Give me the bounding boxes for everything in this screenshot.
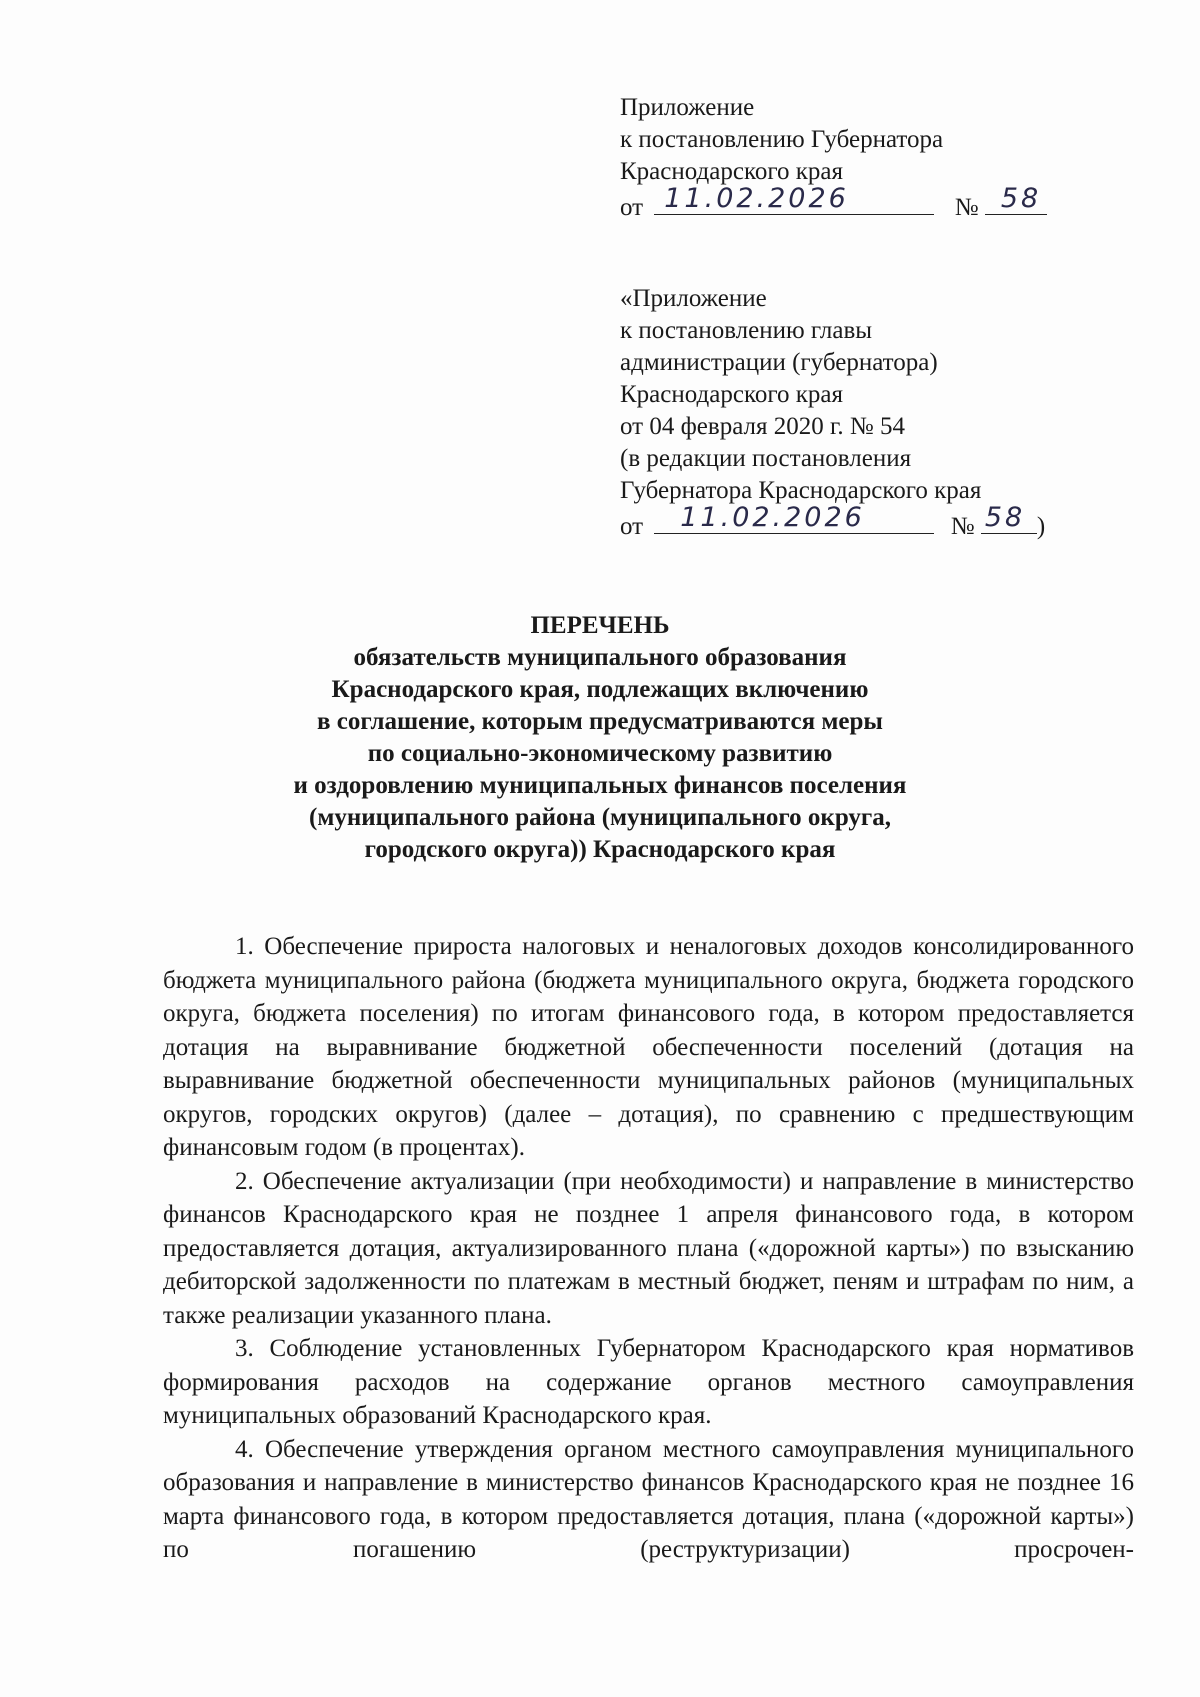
- handwritten-number: 58: [984, 502, 1026, 533]
- prev-appendix-date-line: [620, 502, 1120, 540]
- number-field: [985, 183, 1047, 215]
- title-line: обязательств муниципального образования: [353, 644, 847, 671]
- title-heading: ПЕРЕЧЕНЬ: [530, 612, 670, 639]
- handwritten-number: 58: [1000, 183, 1042, 214]
- document-title: [0, 610, 1200, 866]
- prev-appendix-reference: к постановлению главы: [620, 317, 873, 344]
- prev-appendix-governor: Губернатора Краснодарского края: [620, 477, 982, 504]
- handwritten-date: 11.02.2026: [664, 183, 849, 214]
- previous-appendix-header: [620, 283, 1120, 539]
- date-prefix: от: [620, 513, 644, 540]
- number-prefix: №: [950, 513, 975, 540]
- appendix-region: Краснодарского края: [620, 158, 843, 185]
- title-line: в соглашение, которым предусматриваются меры: [317, 708, 883, 735]
- date-field: [654, 183, 934, 215]
- title-line: городского округа)) Краснодарского края: [364, 836, 836, 863]
- handwritten-date: 11.02.2026: [680, 502, 865, 533]
- appendix-date-line: [620, 183, 1120, 221]
- obligations-list: [163, 930, 1134, 1567]
- prev-appendix-title: «Приложение: [620, 285, 767, 312]
- appendix-header: [620, 92, 1120, 220]
- title-line: (муниципального района (муниципального округа,: [309, 804, 891, 831]
- number-field: [981, 502, 1037, 534]
- title-line: и оздоровлению муниципальных финансов поселения: [293, 772, 907, 799]
- appendix-reference: к постановлению Губернатора: [620, 126, 944, 153]
- closing-parenthesis: ): [1036, 513, 1046, 540]
- date-field: [654, 502, 934, 534]
- prev-appendix-region: Краснодарского края: [620, 381, 843, 408]
- prev-appendix-edition: (в редакции постановления: [620, 445, 912, 472]
- prev-appendix-authority: администрации (губернатора): [620, 349, 938, 376]
- date-prefix: от: [620, 194, 644, 221]
- number-prefix: №: [954, 194, 979, 221]
- title-line: Краснодарского края, подлежащих включению: [331, 676, 869, 703]
- appendix-title: Приложение: [620, 94, 755, 121]
- obligation-item-3: 3. Соблюдение установленных Губернатором Краснодарского края нормативов формирования расходов на содержание органов местного самоуправления муниципальных образований Краснодарского края.: [163, 1335, 1134, 1429]
- title-line: по социально-экономическому развитию: [367, 740, 833, 767]
- obligation-item-2: 2. Обеспечение актуализации (при необходимости) и направление в министерство финансов Краснодарского края не позднее 1 апреля финансового года, в котором предоставляется дотация, актуализированного плана («дорожной карты») по взысканию дебиторской задолженности по платежам в местный бюджет, пеням и штрафам по ним, а также реализации указанного плана.: [163, 1167, 1134, 1329]
- prev-appendix-original-date: от 04 февраля 2020 г. № 54: [620, 413, 906, 440]
- obligation-item-4: 4. Обеспечение утверждения органом местного самоуправления муниципального образования и направление в министерство финансов Краснодарского края не позднее 16 марта финансового года, в котором предоставляется дотация, плана («дорожной карты») по погашению (реструктуризации) просрочен-: [163, 1435, 1134, 1563]
- obligation-item-1: 1. Обеспечение прироста налоговых и неналоговых доходов консолидированного бюджета муниципального района (бюджета муниципального округа, бюджета городского округа, бюджета поселения) по итогам финансового года, в котором предоставляется дотация на выравнивание бюджетной обеспеченности поселений (дотация на выравнивание бюджетной обеспеченности муниципальных районов (муниципальных округов, городских округов) (далее – дотация), по сравнению с предшествующим финансовым годом (в процентах).: [163, 933, 1134, 1161]
